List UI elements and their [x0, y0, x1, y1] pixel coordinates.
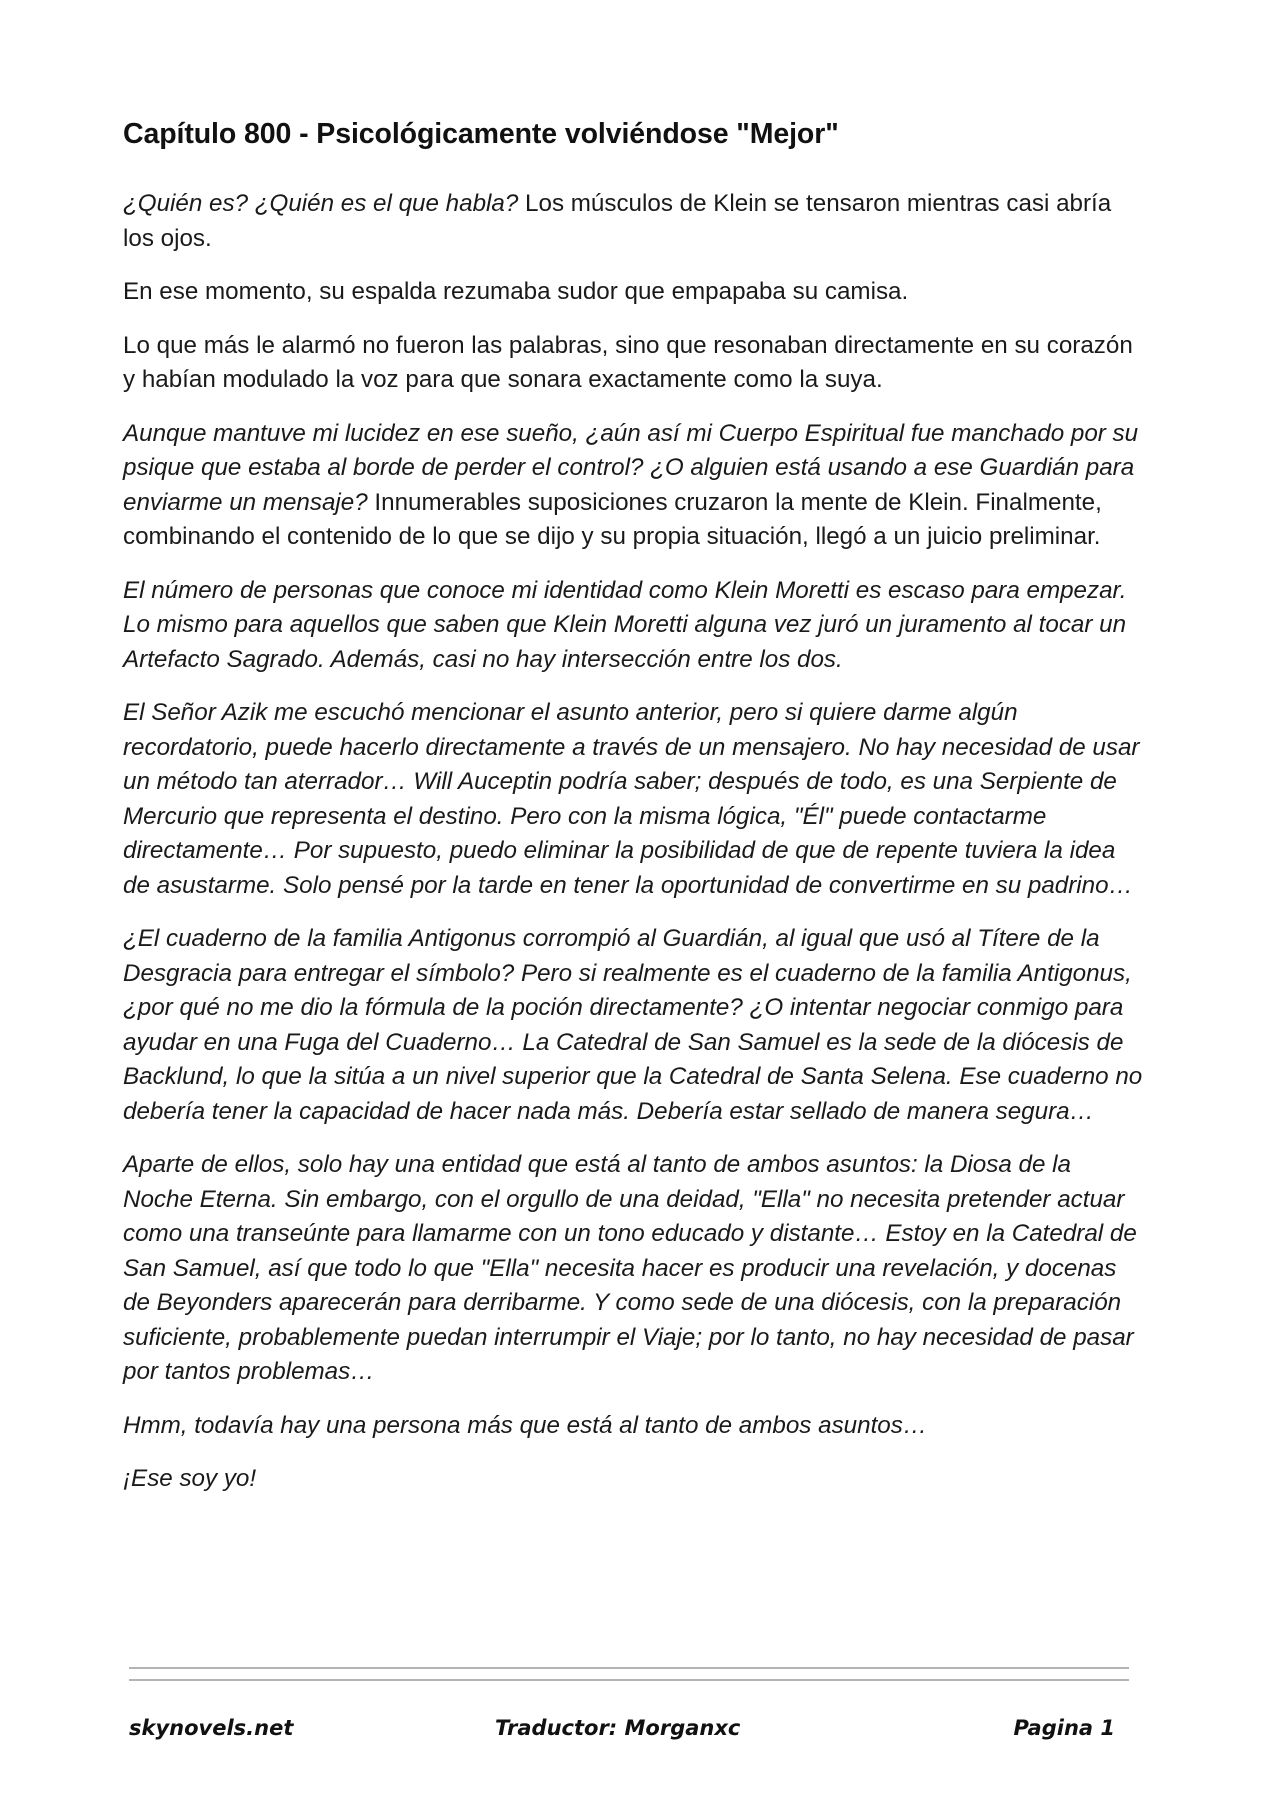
- paragraph: [123, 922, 1143, 1129]
- footer-site: skynovels.net: [129, 1716, 294, 1740]
- body-text: Innumerables suposiciones cruzaron la mente de Klein. Finalmente, combinando el contenido de lo que se dijo y su propia situación, llegó a un juicio preliminar.: [123, 488, 1102, 550]
- footer-divider: [129, 1679, 1129, 1681]
- chapter-title: Capítulo 800 - Psicológicamente volviéndose "Mejor": [123, 118, 839, 150]
- paragraph: [123, 1462, 1143, 1497]
- body-text: Los músculos de Klein se tensaron mientras casi abría los ojos.: [123, 190, 1112, 252]
- italic-text: ¡Ese soy yo!: [123, 1465, 257, 1492]
- body-text: Lo que más le alarmó no fueron las palabras, sino que resonaban directamente en su corazón y habían modulado la voz para que sonara exactamente como la suya.: [123, 331, 1133, 393]
- italic-text: El Señor Azik me escuchó mencionar el asunto anterior, pero si quiere darme algún recordatorio, puede hacerlo directamente a través de un mensajero. No hay necesidad de usar un método tan aterrador… Will Auceptin podría saber; después de todo, es una Serpiente de Mercurio que representa el destino. Pero con la misma lógica, "Él" puede contactarme directamente… Por supuesto, puedo eliminar la posibilidad de que de repente tuviera la idea de asustarme. Solo pensé por la tarde en tener la oportunidad de convertirme en su padrino…: [123, 699, 1140, 899]
- paragraph: [123, 696, 1143, 903]
- document-body: [123, 118, 1143, 1516]
- paragraph: [123, 1148, 1143, 1390]
- italic-text: ¿Quién es? ¿Quién es el que habla?: [123, 190, 519, 217]
- paragraph: [123, 275, 1143, 310]
- footer-page-number: Pagina 1: [1013, 1716, 1115, 1740]
- italic-text: Aparte de ellos, solo hay una entidad que está al tanto de ambos asuntos: la Diosa de la Noche Eterna. Sin embargo, con el orgullo de una deidad, "Ella" no necesita pretender actuar como una transeúnte para llamarme con un tono educado y distante… Estoy en la Catedral de San Samuel, así que todo lo que "Ella" necesita hacer es producir una revelación, y docenas de Beyonders aparecerán para derribarme. Y como sede de una diócesis, con la preparación suficiente, probablemente puedan interrumpir el Viaje; por lo tanto, no hay necesidad de pasar por tantos problemas…: [123, 1151, 1137, 1385]
- footer-translator: Traductor: Morganxc: [495, 1716, 741, 1740]
- italic-text: Hmm, todavía hay una persona más que está al tanto de ambos asuntos…: [123, 1411, 928, 1439]
- paragraph: [123, 329, 1143, 398]
- paragraph: [123, 417, 1143, 555]
- paragraph: [123, 574, 1143, 678]
- footer-divider: [129, 1667, 1129, 1669]
- italic-text: Aunque mantuve mi lucidez en ese sueño, ¿aún así mi Cuerpo Espiritual fue manchado por su psique que estaba al borde de perder el control? ¿O alguien está usando a ese Guardián para enviarme un mensaje?: [123, 419, 1139, 516]
- italic-text: ¿El cuaderno de la familia Antigonus corrompió al Guardián, al igual que usó al Títere de la Desgracia para entregar el símbolo? Pero si realmente es el cuaderno de la familia Antigonus, ¿por qué no me dio la fórmula de la poción directamente? ¿O intentar negociar conmigo para ayudar en una Fuga del Cuaderno… La Catedral de San Samuel es la sede de la diócesis de Backlund, lo que la sitúa a un nivel superior que la Catedral de Santa Selena. Ese cuaderno no debería tener la capacidad de hacer nada más. Debería estar sellado de manera segura…: [123, 925, 1143, 1125]
- footer-rules: [129, 1667, 1129, 1691]
- paragraph: [123, 187, 1143, 256]
- paragraph-list: [123, 187, 1143, 1497]
- paragraph: [123, 1409, 1143, 1444]
- italic-text: El número de personas que conoce mi identidad como Klein Moretti es escaso para empezar. Lo mismo para aquellos que saben que Klein Moretti alguna vez juró un juramento al tocar un Artefacto Sagrado. Además, casi no hay intersección entre los dos.: [123, 576, 1127, 673]
- body-text: En ese momento, su espalda rezumaba sudor que empapaba su camisa.: [123, 278, 909, 305]
- page-footer: [129, 1716, 1129, 1746]
